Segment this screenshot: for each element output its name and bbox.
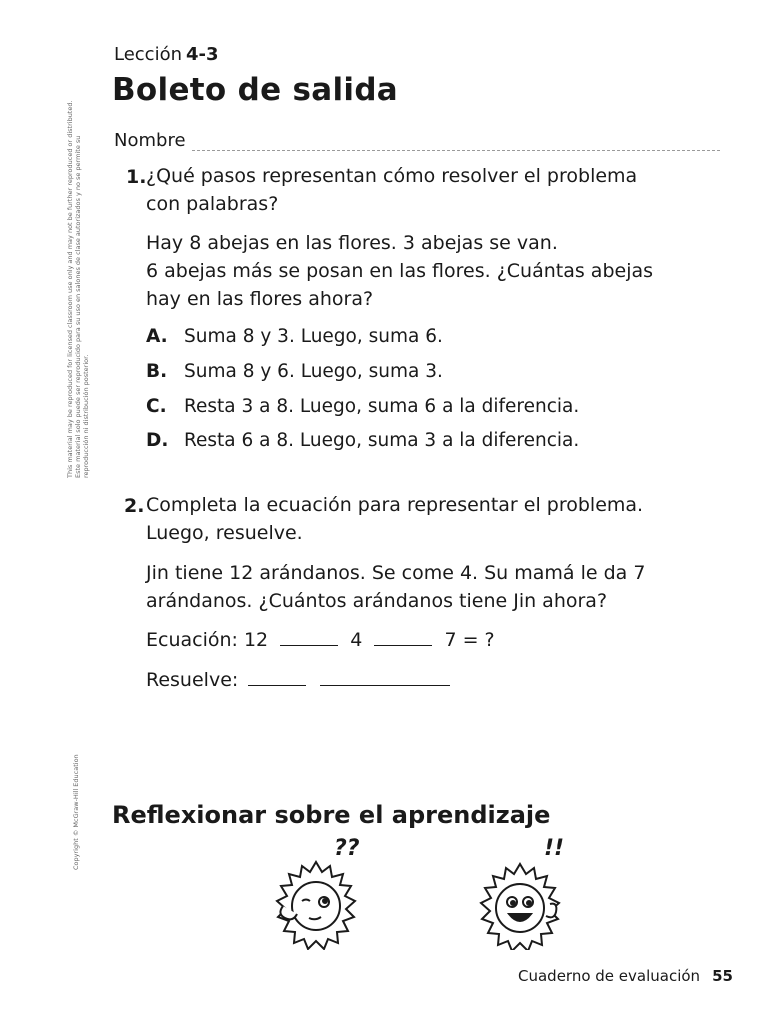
exclamation-marks: !! <box>544 836 565 861</box>
name-label: Nombre <box>114 130 186 151</box>
solve-row <box>146 666 450 694</box>
solve-blank-2[interactable] <box>320 667 450 686</box>
choice-letter: C. <box>146 396 167 417</box>
excited-sun-icon[interactable] <box>470 838 582 950</box>
question-2-problem: Jin tiene 12 arándanos. Se come 4. Su mamá le da 7 arándanos. ¿Cuántos arándanos tiene Jin ahora? <box>146 562 646 612</box>
choice-d[interactable] <box>146 430 579 451</box>
equation-middle-number: 4 <box>350 629 363 651</box>
choice-letter: A. <box>146 326 168 347</box>
choice-text: Resta 6 a 8. Luego, suma 3 a la diferencia. <box>184 430 580 451</box>
solve-label: Resuelve: <box>146 669 239 691</box>
choice-c[interactable] <box>146 396 579 417</box>
question-1-number: 1. <box>126 166 147 188</box>
choice-text: Suma 8 y 3. Luego, suma 6. <box>184 326 443 347</box>
confused-sun-icon[interactable] <box>262 838 374 950</box>
lesson-label: Lección 4-3 <box>114 44 219 65</box>
page-title: Boleto de salida <box>112 72 399 108</box>
equation-label: Ecuación: 12 <box>146 629 269 651</box>
choice-b[interactable] <box>146 361 443 382</box>
choice-a[interactable] <box>146 326 443 347</box>
book-name: Cuaderno de evaluación <box>518 967 701 985</box>
choice-text: Suma 8 y 6. Luego, suma 3. <box>184 361 443 382</box>
operator-blank-1[interactable] <box>280 627 338 646</box>
choice-letter: B. <box>146 361 168 382</box>
equation-end: 7 = ? <box>444 629 495 651</box>
lesson-number: 4-3 <box>186 44 219 65</box>
operator-blank-2[interactable] <box>374 627 432 646</box>
choice-letter: D. <box>146 430 169 451</box>
copyright-note: Copyright © McGraw-Hill Education <box>72 754 80 870</box>
question-marks: ?? <box>334 836 360 861</box>
question-2-number: 2. <box>124 495 145 517</box>
question-1-problem: Hay 8 abejas en las flores. 3 abejas se van. 6 abejas más se posan en las flores. ¿Cuántas abejas hay en las flores ahora? <box>146 232 654 310</box>
equation-row <box>146 626 495 654</box>
permission-note: This material may be reproduced for licensed classroom use only and may not be further reproduced or distributed. Este material solo puede ser reproducido para su uso en salones de clase autorizados y no se permite su reproducción ni distribución posterior. <box>66 100 90 478</box>
question-2-prompt: Completa la ecuación para representar el problema. Luego, resuelve. <box>146 494 644 544</box>
name-field <box>114 130 720 151</box>
name-write-line[interactable] <box>192 130 720 151</box>
solve-blank-1[interactable] <box>248 667 306 686</box>
reflection-title: Reflexionar sobre el aprendizaje <box>112 801 551 829</box>
choice-text: Resta 3 a 8. Luego, suma 6 a la diferencia. <box>184 396 580 417</box>
question-1-prompt: ¿Qué pasos representan cómo resolver el problema con palabras? <box>146 165 638 215</box>
page-number: 55 <box>712 967 733 985</box>
page-footer <box>518 967 733 985</box>
